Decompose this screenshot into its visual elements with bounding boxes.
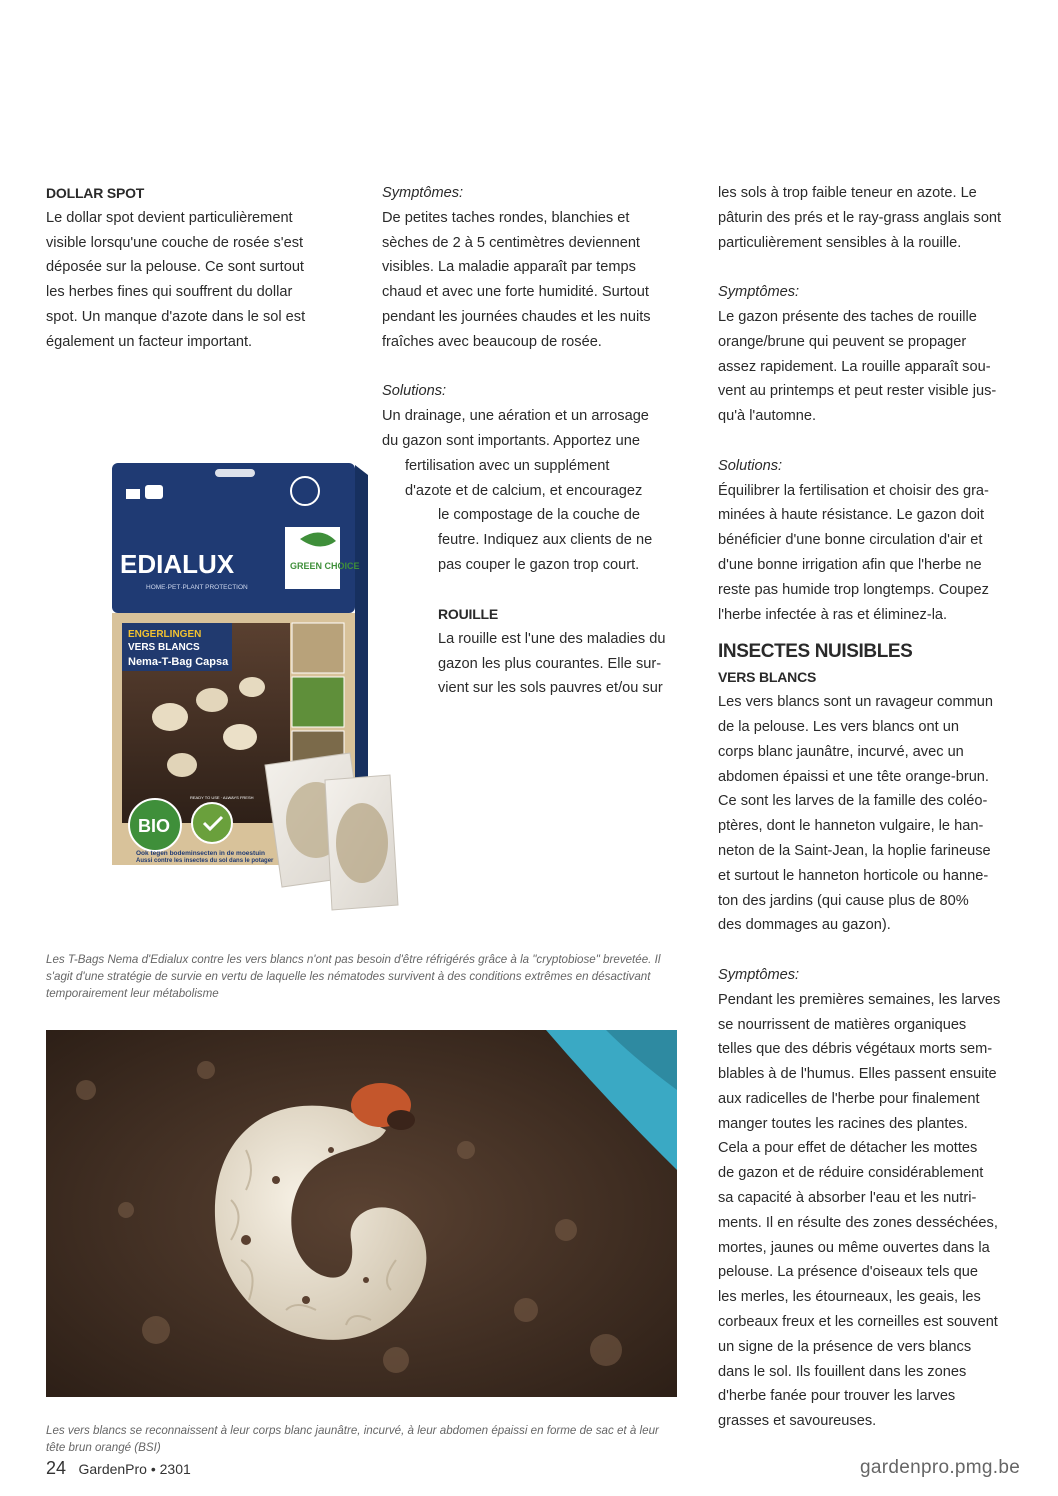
text-line: visibles. La maladie apparaît par temps (382, 259, 636, 276)
text-line: Le gazon présente des taches de rouille (718, 308, 977, 325)
ready-to-use-badge (192, 803, 232, 843)
text-line: blables à de l'humus. Elles passent ensuite (718, 1066, 997, 1083)
text-line: les herbes fines qui souffrent du dollar (46, 284, 293, 301)
text-line: de gazon et de réduire considérablement (718, 1165, 984, 1182)
text-line: ton des jardins (qui cause plus de 80% (718, 892, 969, 909)
label-line-2: VERS BLANCS (128, 642, 200, 653)
text-line: également un facteur important. (46, 333, 253, 350)
text-line: vient sur les sols pauvres et/ou sur (438, 680, 663, 697)
text-line: Les vers blancs sont un ravageur commun (718, 694, 993, 711)
white-grub-photo (46, 1030, 677, 1397)
text-line: vent au printemps et peut rester visible jus- (718, 383, 997, 400)
text-line: du gazon sont importants. Apportez une (382, 432, 640, 449)
symptoms-label: Symptômes: (718, 966, 800, 983)
text-line: corps blanc jaunâtre, incurvé, avec un (718, 743, 964, 760)
text-line: fraîches avec beaucoup de rosée. (382, 333, 602, 350)
text-line: neton de la Saint-Jean, la hoplie farineuse (718, 842, 991, 859)
grub-illustration (46, 1030, 677, 1397)
text-line: les sols à trop faible teneur en azote. Le (718, 185, 977, 201)
text-line: mortes, jaunes ou même ouvertes dans la (718, 1239, 990, 1256)
text-line: manger toutes les racines des plantes. (718, 1115, 968, 1132)
footer-website[interactable]: gardenpro.pmg.be (860, 1457, 1021, 1478)
text-line: le compostage de la couche de (438, 507, 641, 524)
text-line: de la pelouse. Les vers blancs ont un (718, 718, 959, 735)
text-line: ptères, dont le hanneton vulgaire, le han- (718, 818, 984, 835)
text-line: les merles, les étourneaux, les geais, les (718, 1289, 981, 1306)
text-line: gazon les plus courantes. Elle sur- (438, 655, 662, 672)
brand-logo: EDIALUX (120, 549, 235, 579)
heading-vers-blancs: VERS BLANCS (718, 669, 817, 686)
text-line: chaud et avec une forte humidité. Surtout (382, 284, 649, 301)
page-number: 24 (46, 1458, 67, 1478)
text-line: orange/brune qui peuvent se propager (718, 333, 967, 350)
text-line: Pendant les premières semaines, les larves (718, 991, 1001, 1008)
text-line: d'herbe fanée pour trouver les larves (718, 1388, 956, 1405)
text-line: reste pas humide trop longtemps. Coupez (718, 581, 989, 598)
text-line: corbeaux freux et les corneilles est souvent (718, 1314, 998, 1331)
text-line: feutre. Indiquez aux clients de ne (438, 532, 653, 549)
text-line: abdomen épaissi et une tête orange-brun. (718, 768, 989, 785)
bio-label: BIO (138, 816, 171, 836)
column-2 (382, 181, 677, 578)
footnote-fr: Aussi contre les insectes du sol dans le potager (136, 858, 274, 864)
text-line: aux radicelles de l'herbe pour finalement (718, 1090, 980, 1107)
seal-icon (291, 477, 319, 505)
text-line: Ce sont les larves de la famille des coléo- (718, 793, 988, 810)
brand-tagline: HOME·PET·PLANT PROTECTION (146, 584, 248, 591)
heading-rouille: ROUILLE (438, 606, 499, 622)
text-line: d'azote et de calcium, et encouragez (405, 482, 643, 499)
column-3 (718, 181, 1013, 1434)
text-line: se nourrissent de matières organiques (718, 1016, 967, 1033)
text-line: pendant les journées chaudes et les nuits (382, 308, 651, 325)
text-line: qu'à l'automne. (718, 408, 817, 425)
text-line: grasses et savoureuses. (718, 1413, 877, 1430)
heading-dollar-spot: DOLLAR SPOT (46, 185, 145, 201)
text-line: telles que des débris végétaux morts sem- (718, 1041, 993, 1058)
text-line: sa capacité à absorber l'eau et les nutri- (718, 1190, 977, 1207)
caption-grub: Les vers blancs se reconnaissent à leur corps blanc jaunâtre, incurvé, à leur abdomen épaissi en forme de sac et à leur tête brun orangé (BSI) (46, 1423, 659, 1454)
text-line: assez rapidement. La rouille apparaît sou- (718, 358, 991, 375)
label-line-1: ENGERLINGEN (128, 629, 202, 640)
footnote-nl: Ook tegen bodeminsecten in de moestuin (136, 850, 265, 857)
text-line: des dommages au gazon). (718, 917, 891, 934)
text-line: pâturin des prés et le ray-grass anglais sont (718, 209, 1002, 226)
column-1 (46, 181, 341, 355)
text-line: spot. Un manque d'azote dans le sol est (46, 308, 306, 325)
text-line: bénéficier d'une bonne circulation d'air et (718, 532, 983, 549)
text-line: et surtout le hanneton horticole ou hanne- (718, 867, 989, 884)
text-line: fertilisation avec un supplément (405, 457, 610, 474)
edialux-box-illustration (100, 455, 400, 915)
text-line: minées à haute résistance. Le gazon doit (718, 507, 985, 524)
product-name: Nema-T-Bag Capsa (128, 656, 229, 668)
solutions-label: Solutions: (382, 383, 447, 400)
text-line: Équilibrer la fertilisation et choisir des gra- (718, 482, 989, 499)
symptoms-label: Symptômes: (718, 284, 800, 301)
column-2-rouille (438, 602, 677, 701)
text-line: Un drainage, une aération et un arrosage (382, 408, 649, 425)
text-line: sèches de 2 à 5 centimètres deviennent (382, 234, 640, 251)
text-line: particulièrement sensibles à la rouille. (718, 234, 962, 251)
text-line: pelouse. La présence d'oiseaux tels que (718, 1264, 978, 1281)
symptoms-label: Symptômes: (382, 185, 464, 201)
text-line: visible lorsqu'une couche de rosée s'est (46, 234, 304, 251)
text-line: dans le sol. Ils fouillent dans les zones (718, 1363, 967, 1380)
t-bag-right (325, 775, 398, 910)
text-line: l'herbe infectée à ras et éliminez-la. (718, 606, 948, 623)
caption-product: Les T-Bags Nema d'Edialux contre les vers blancs n'ont pas besoin d'être réfrigérés grâce à la "cryptobiose" brevetée. Il s'agit d'une stratégie de survie en vertu de laquelle les nématodes survivent à des conditions extrêmes en désactivant temporairement leur métabolisme (46, 952, 661, 1000)
text-line: pas couper le gazon trop court. (438, 556, 640, 573)
text-line: La rouille est l'une des maladies du (438, 630, 666, 647)
magazine-issue: GardenPro • 2301 (78, 1461, 191, 1477)
text-line: d'une bonne irrigation afin que l'herbe ne (718, 556, 982, 573)
text-line: déposée sur la pelouse. Ce sont surtout (46, 259, 304, 276)
product-image (100, 455, 400, 915)
text-line: un signe de la présence de vers blancs (718, 1338, 972, 1355)
text-line: Cela a pour effet de détacher les mottes (718, 1140, 978, 1157)
ready-to-use-text: READY TO USE · ALWAYS FRESH (190, 795, 254, 800)
solutions-label: Solutions: (718, 457, 783, 474)
green-choice-badge: GREEN CHOICE (290, 561, 360, 571)
footer-left (46, 1458, 191, 1479)
text-line: De petites taches rondes, blanchies et (382, 209, 630, 226)
text-line: Le dollar spot devient particulièrement (46, 209, 293, 226)
text-line: ments. Il en résulte des zones desséchées, (718, 1214, 998, 1231)
heading-insectes-nuisibles: INSECTES NUISIBLES (718, 641, 913, 663)
